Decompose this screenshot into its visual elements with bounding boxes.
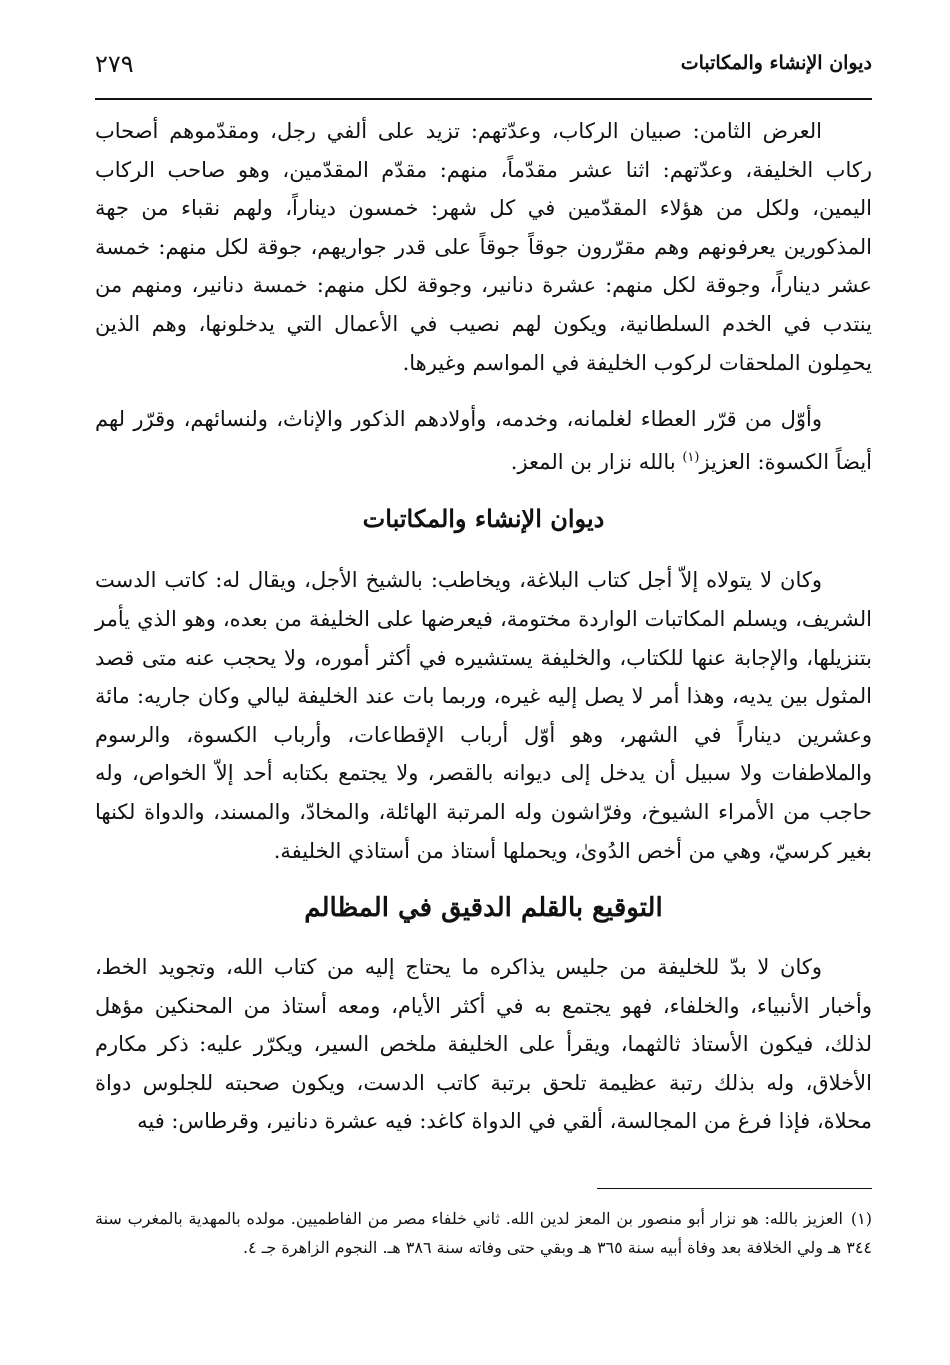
footnote-divider xyxy=(597,1188,872,1189)
paragraph-chancery: وكان لا يتولاه إلاّ أجل كتاب البلاغة، ويخاطب: بالشيخ الأجل، ويقال له: كاتب الدست الشريف، ويسلم المكاتبات الواردة مختومة، فيعرضها على الخليفة من بعده، وهو الذي يأمر بتنزيلها، والإجابة عنها للكتاب، والخليفة يستشيره في أكثر أموره، ولا يحجب عنه متى قصد المثول بين يديه، وهذا أمر لا يصل إليه غيره، وربما بات عند الخليفة ليالي وكان جاريه: مائة وعشرين ديناراً في الشهر، وهو أوّل أرباب الإقطاعات، وأرباب الكسوة، والرسوم والملاطفات ولا سبيل أن يدخل إلى ديوانه بالقصر، ولا يجتمع بكتابه أحد إلاّ الخواص، وله حاجب من الأمراء الشيوخ، وفرّاشون وله المرتبة الهائلة، والمخادّ، والمسند، والدواة لكنها بغير كرسيّ، وهي من أخص الدُوىٰ، ويحملها أستاذ من أستاذي الخليفة. xyxy=(95,568,872,863)
section-heading-signing: التوقيع بالقلم الدقيق في المظالم xyxy=(304,893,663,924)
paragraph-stipends-text-end: بالله نزار بن المعز. xyxy=(510,449,683,474)
footnote-item xyxy=(95,1204,872,1262)
paragraph-escort-boys: العرض الثامن: صبيان الركاب، وعدّتهم: تزيد على ألفي رجل، ومقدّموهم أصحاب ركاب الخليفة، وعدّتهم: اثنا عشر مقدّماً، منهم: مقدّم المقدّمين، وهو صاحب الركاب اليمين، ولكل من هؤلاء المقدّمين في كل شهر: خمسون ديناراً، ولهم نقباء من جهة المذكورين يعرفونهم وهم مقرّرون جوقاً جوقاً على قدر جواريهم، جوقة لكل منهم: خمسة عشر ديناراً، وجوقة لكل منهم: عشرة دنانير، وجوقة لكل منهم: خمسة دنانير، ومنهم من ينتدب في الخدم السلطانية، ويكون لهم نصيب في الأعمال التي يدخلونها، وهم الذين يحمِلون الملحقات لركوب الخليفة في المواسم وغيرها. xyxy=(95,119,872,375)
footnote-reference[interactable]: (١) xyxy=(682,449,700,465)
page-number: ٢٧٩ xyxy=(95,50,134,78)
paragraph-stipends xyxy=(95,400,872,481)
section-heading-chancery: ديوان الإنشاء والمكاتبات xyxy=(362,504,605,534)
paragraph-companion: وكان لا بدّ للخليفة من جليس يذاكره ما يحتاج إليه من كتاب الله، وتجويد الخط، وأخبار الأنبياء، والخلفاء، فهو يجتمع به في أكثر الأيام، ومعه أستاذ من المحنكين مؤهل لذلك، فيكون الأستاذ ثالثهما، ويقرأ على الخليفة ملخص السير، ويكرّر عليه: ذكر مكارم الأخلاق، وله بذلك رتبة عظيمة تلحق برتبة كاتب الدست، ويكون صحبته للجلوس دواة محلاة، فإذا فرغ من المجالسة، ألقي في الدواة كاغد: فيه عشرة دنانير، وقرطاس: فيه xyxy=(95,955,872,1134)
footnote-text: العزيز بالله: هو نزار أبو منصور بن المعز لدين الله. ثاني خلفاء مصر من الفاطميين. مولده بالمهدية بالمغرب سنة ٣٤٤ هـ ولي الخلافة بعد وفاة أبيه سنة ٣٦٥ هـ وبقي حتى وفاته سنة ٣٨٦ هـ. النجوم الزاهرة جـ ٤. xyxy=(95,1209,872,1257)
footnote-marker: (١) xyxy=(850,1209,873,1228)
paragraph-stipends-text: وأوّل من قرّر العطاء لغلمانه، وخدمه، وأولادهم الذكور والإناث، ولنسائهم، وقرّر لهم أيضاً الكسوة: العزيز xyxy=(95,407,872,474)
page-header xyxy=(95,38,872,100)
main-text xyxy=(95,112,872,1159)
running-title: ديوان الإنشاء والمكاتبات xyxy=(680,52,872,74)
footnotes xyxy=(95,1204,872,1262)
